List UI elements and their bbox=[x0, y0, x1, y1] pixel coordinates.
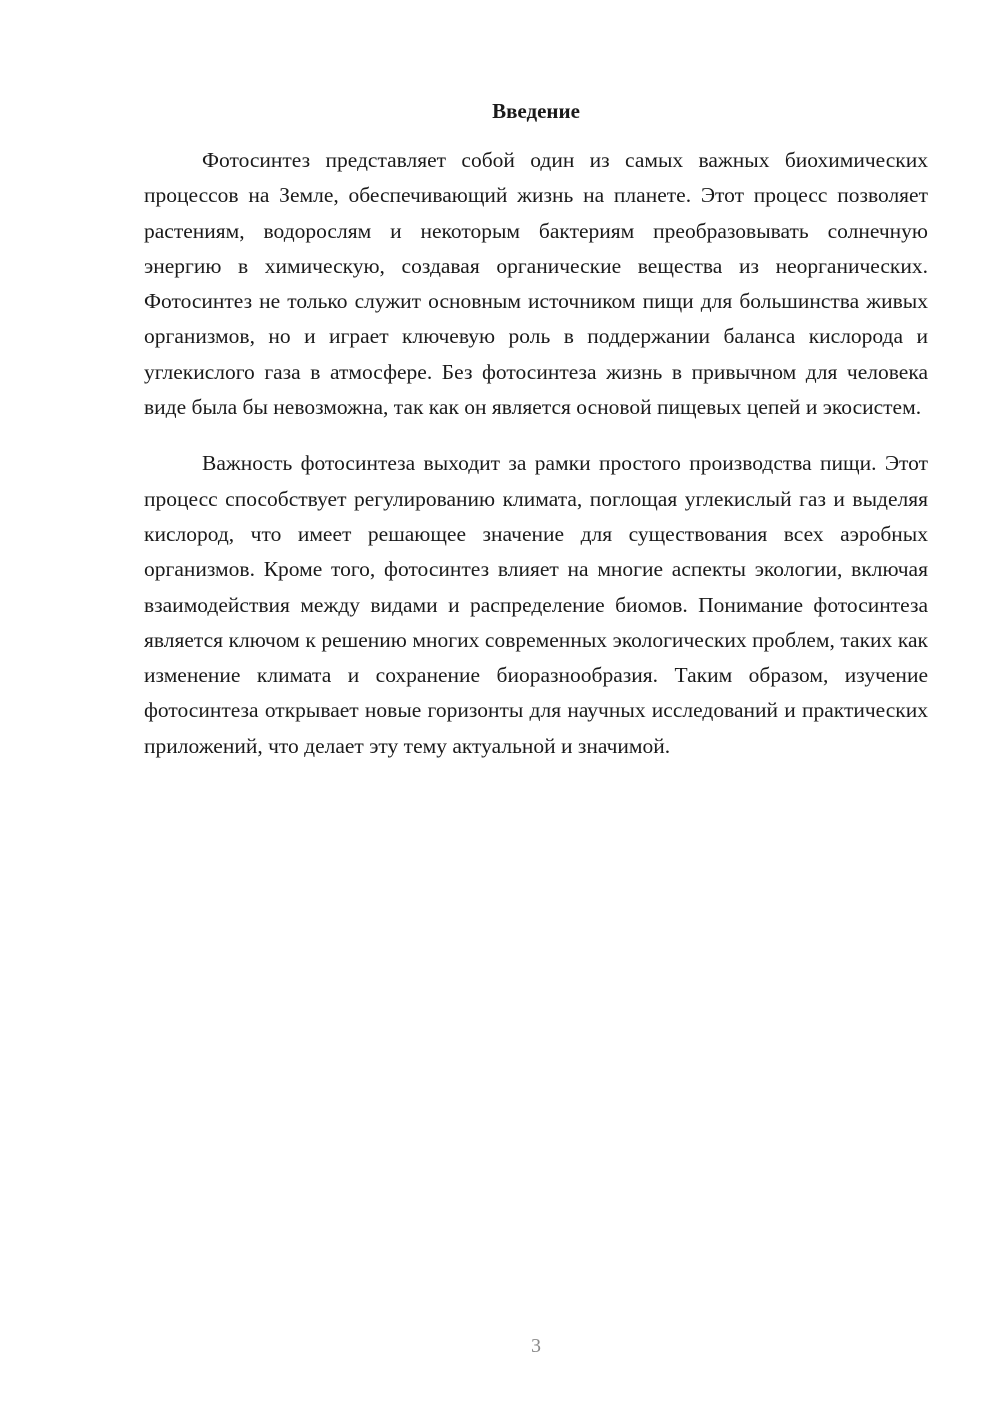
paragraph-importance: Важность фотосинтеза выходит за рамки простого производства пищи. Этот процесс способствует регулированию климата, поглощая углекислый газ и выделяя кислород, что имеет решающее значение для существования всех аэробных организмов. Кроме того, фотосинтез влияет на многие аспекты экологии, включая взаимодействия между видами и распределение биомов. Понимание фотосинтеза является ключом к решению многих современных экологических проблем, таких как изменение климата и сохранение биоразнообразия. Таким образом, изучение фотосинтеза открывает новые горизонты для научных исследований и практических приложений, что делает эту тему актуальной и значимой. bbox=[144, 451, 928, 758]
section-heading: Введение bbox=[492, 99, 580, 123]
body-text bbox=[144, 143, 928, 764]
page-number: 3 bbox=[531, 1335, 541, 1357]
paragraph-intro: Фотосинтез представляет собой один из самых важных биохимических процессов на Земле, обеспечивающий жизнь на планете. Этот процесс позволяет растениям, водорослям и некоторым бактериям преобразовывать солнечную энергию в химическую, создавая органические вещества из неорганических. Фотосинтез не только служит основным источником пищи для большинства живых организмов, но и играет ключевую роль в поддержании баланса кислорода и углекислого газа в атмосфере. Без фотосинтеза жизнь в привычном для человека виде была бы невозможна, так как он является основой пищевых цепей и экосистем. bbox=[144, 148, 928, 420]
